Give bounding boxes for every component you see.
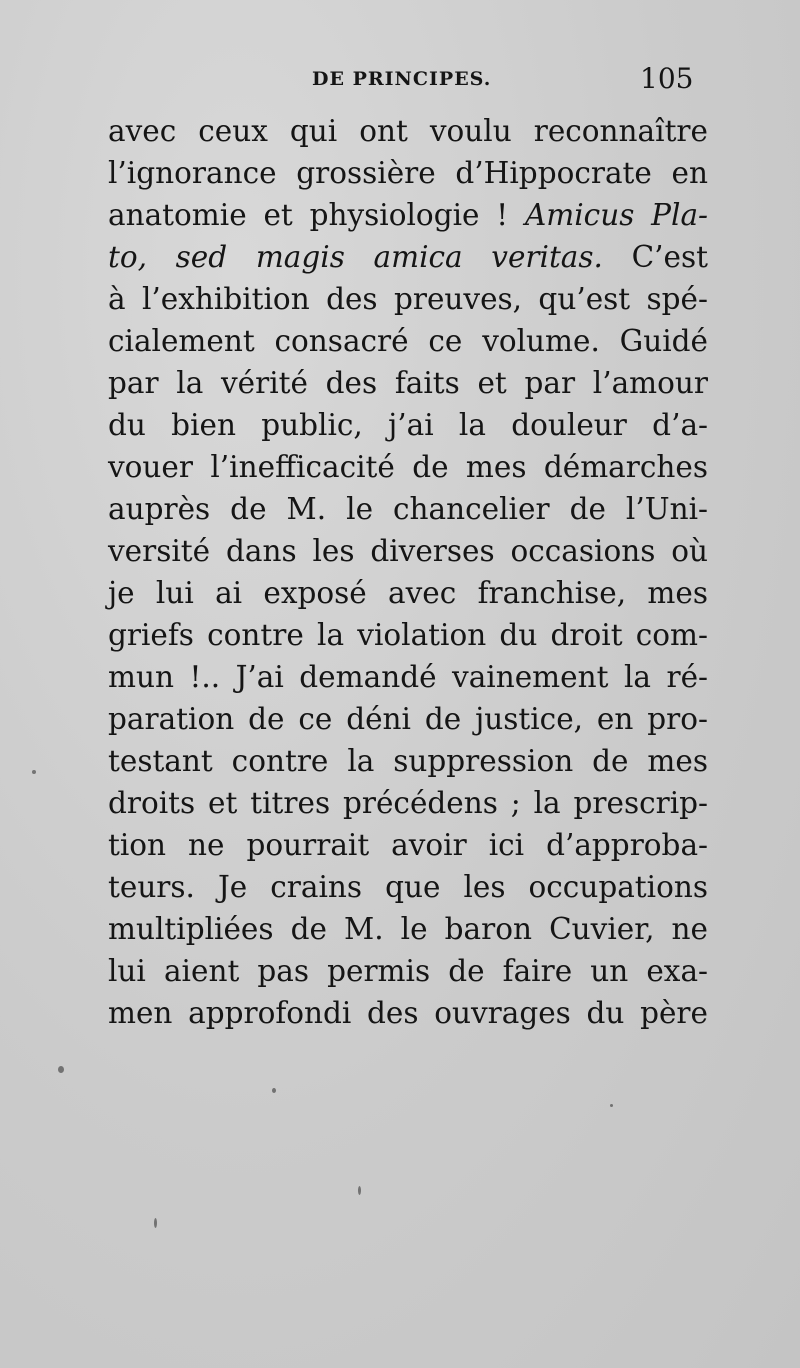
text-line xyxy=(108,404,708,446)
text-line xyxy=(108,110,708,152)
text-line xyxy=(108,656,708,698)
text-run: auprès de M. le chancelier de l’Uni- xyxy=(108,492,708,526)
text-line xyxy=(108,320,708,362)
text-run: vouer l’inefficacité de mes démarches xyxy=(108,450,708,484)
ink-speck xyxy=(358,1186,361,1195)
text-line xyxy=(108,698,708,740)
text-run: C’est xyxy=(602,240,708,274)
text-line xyxy=(108,488,708,530)
text-line xyxy=(108,572,708,614)
page-number: 105 xyxy=(640,62,694,95)
text-line xyxy=(108,782,708,824)
text-run: du bien public, j’ai la douleur d’a- xyxy=(108,408,708,442)
ink-speck xyxy=(58,1066,64,1073)
text-line xyxy=(108,530,708,572)
text-line xyxy=(108,278,708,320)
running-head-title: DE PRINCIPES. xyxy=(312,68,492,90)
text-line xyxy=(108,362,708,404)
italic-text: to, sed magis amica veritas. xyxy=(108,240,603,274)
text-run: cialement consacré ce volume. Guidé xyxy=(108,324,708,358)
text-run: paration de ce déni de justice, en pro- xyxy=(108,702,708,736)
text-line xyxy=(108,446,708,488)
text-run: testant contre la suppression de mes xyxy=(108,744,708,778)
text-run: par la vérité des faits et par l’amour xyxy=(108,366,708,400)
text-run: l’ignorance grossière d’Hippocrate en xyxy=(108,156,708,190)
text-run: mun !.. J’ai demandé vainement la ré- xyxy=(108,660,708,694)
text-line xyxy=(108,908,708,950)
italic-text: Amicus Pla- xyxy=(524,198,709,232)
text-run: anatomie et physiologie ! xyxy=(108,198,525,232)
text-line xyxy=(108,740,708,782)
text-run: je lui ai exposé avec franchise, mes xyxy=(108,576,708,610)
text-line xyxy=(108,614,708,656)
text-line xyxy=(108,866,708,908)
text-run: teurs. Je crains que les occupations xyxy=(108,870,708,904)
text-line xyxy=(108,152,708,194)
text-line xyxy=(108,824,708,866)
text-run: avec ceux qui ont voulu reconnaître xyxy=(108,114,708,148)
text-line xyxy=(108,194,708,236)
text-run: griefs contre la violation du droit com- xyxy=(108,618,708,652)
text-run: men approfondi des ouvrages du père xyxy=(108,996,708,1030)
text-run: droits et titres précédens ; la prescrip- xyxy=(108,786,708,820)
ink-speck xyxy=(272,1088,276,1093)
text-run: multipliées de M. le baron Cuvier, ne xyxy=(108,912,708,946)
ink-speck xyxy=(32,770,36,774)
body-text xyxy=(108,110,708,1034)
text-line xyxy=(108,236,708,278)
ink-speck xyxy=(610,1104,613,1107)
text-run: versité dans les diverses occasions où xyxy=(108,534,708,568)
text-run: à l’exhibition des preuves, qu’est spé- xyxy=(108,282,708,316)
ink-speck xyxy=(154,1218,157,1228)
text-run: tion ne pourrait avoir ici d’approba- xyxy=(108,828,708,862)
text-line xyxy=(108,950,708,992)
running-head xyxy=(0,62,800,102)
text-run: lui aient pas permis de faire un exa- xyxy=(108,954,708,988)
text-line xyxy=(108,992,708,1034)
